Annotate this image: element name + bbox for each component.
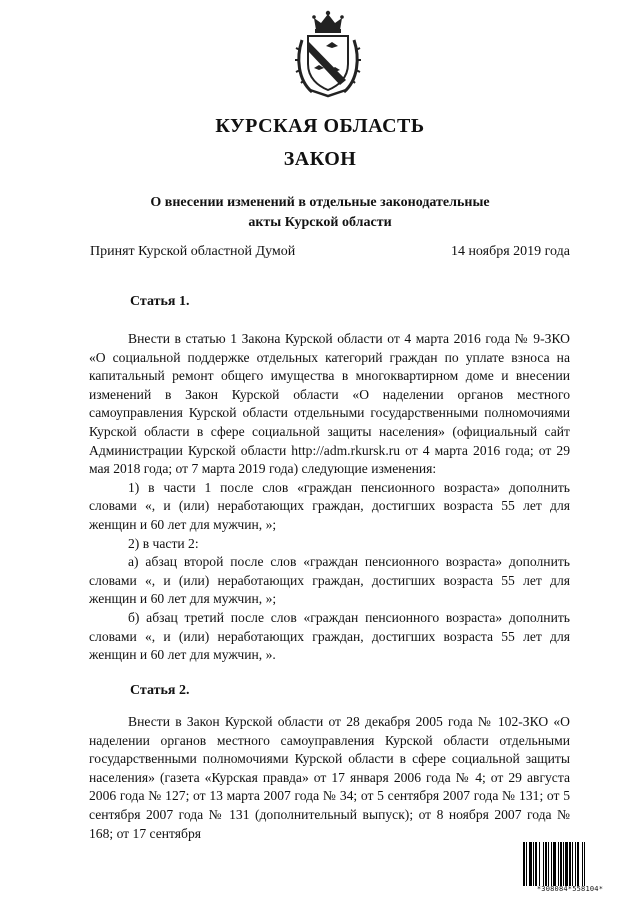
barcode (522, 842, 618, 886)
adopted-by: Принят Курской областной Думой (90, 244, 296, 259)
adoption-date: 14 ноября 2019 года (450, 244, 570, 259)
barcode-number: *308084*558104* (536, 885, 604, 893)
subtitle-line-2: акты Курской области (248, 215, 392, 230)
law-subtitle (0, 193, 640, 233)
article-2-paragraph: Внести в Закон Курской области от 28 декабря 2005 года № 102-ЗКО «О наделении органов местного самоуправления Курской области отдельными государственными полномочиями Курской области в сфере социальной защиты населения» (газета «Курская правда» от 17 января 2006 года № 4; от 29 августа 2006 года № 127; от 13 марта 2007 года № 34; от 5 сентября 2007 года № 131; от 5 сентября 2007 года № 131 (дополнительный выпуск); от 8 ноября 2007 года № 168; от 17 сентября (89, 714, 570, 841)
article-1-heading: Статья 1. (130, 294, 190, 309)
article-1-paragraph: 1) в части 1 после слов «граждан пенсионного возраста» дополнить словами «, и (или) неработающих граждан, достигших возраста 55 лет для женщин и 60 лет для мужчин, »; (89, 479, 570, 532)
article-1-body (89, 330, 570, 665)
article-1-paragraph: 2) в части 2: (128, 535, 199, 551)
adoption-line (90, 244, 570, 260)
coat-of-arms-icon (292, 8, 364, 98)
document-type-title: ЗАКОН (283, 148, 357, 170)
article-2-heading: Статья 2. (130, 683, 190, 698)
article-1-paragraph: Внести в статью 1 Закона Курской области от 4 марта 2016 года № 9-ЗКО «О социальной поддержке отдельных категорий граждан по уплате взноса на капитальный ремонт общего имущества в многоквартирном доме и внесении изменений в Закон Курской области «О наделении органов местного самоуправления Курской области отдельными государственными полномочиями Курской области в сфере социальной защиты населения» (официальный сайт Администрации Курской области http://adm.rkursk.ru от 4 марта 2016 года; от 29 мая 2018 года; от 7 марта 2019 года) следующие изменения: (89, 331, 570, 477)
subtitle-line-1: О внесении изменений в отдельные законодательные (150, 195, 490, 210)
article-1-paragraph: а) абзац второй после слов «граждан пенсионного возраста» дополнить словами «, и (или) неработающих граждан, достигших возраста 55 лет для женщин и 60 лет для мужчин, »; (89, 554, 570, 607)
article-2-body (89, 713, 570, 843)
article-1-paragraph: б) абзац третий после слов «граждан пенсионного возраста» дополнить словами «, и (или) неработающих граждан, достигших возраста 55 лет для женщин и 60 лет для мужчин, ». (89, 609, 570, 663)
region-title: КУРСКАЯ ОБЛАСТЬ (215, 115, 425, 137)
